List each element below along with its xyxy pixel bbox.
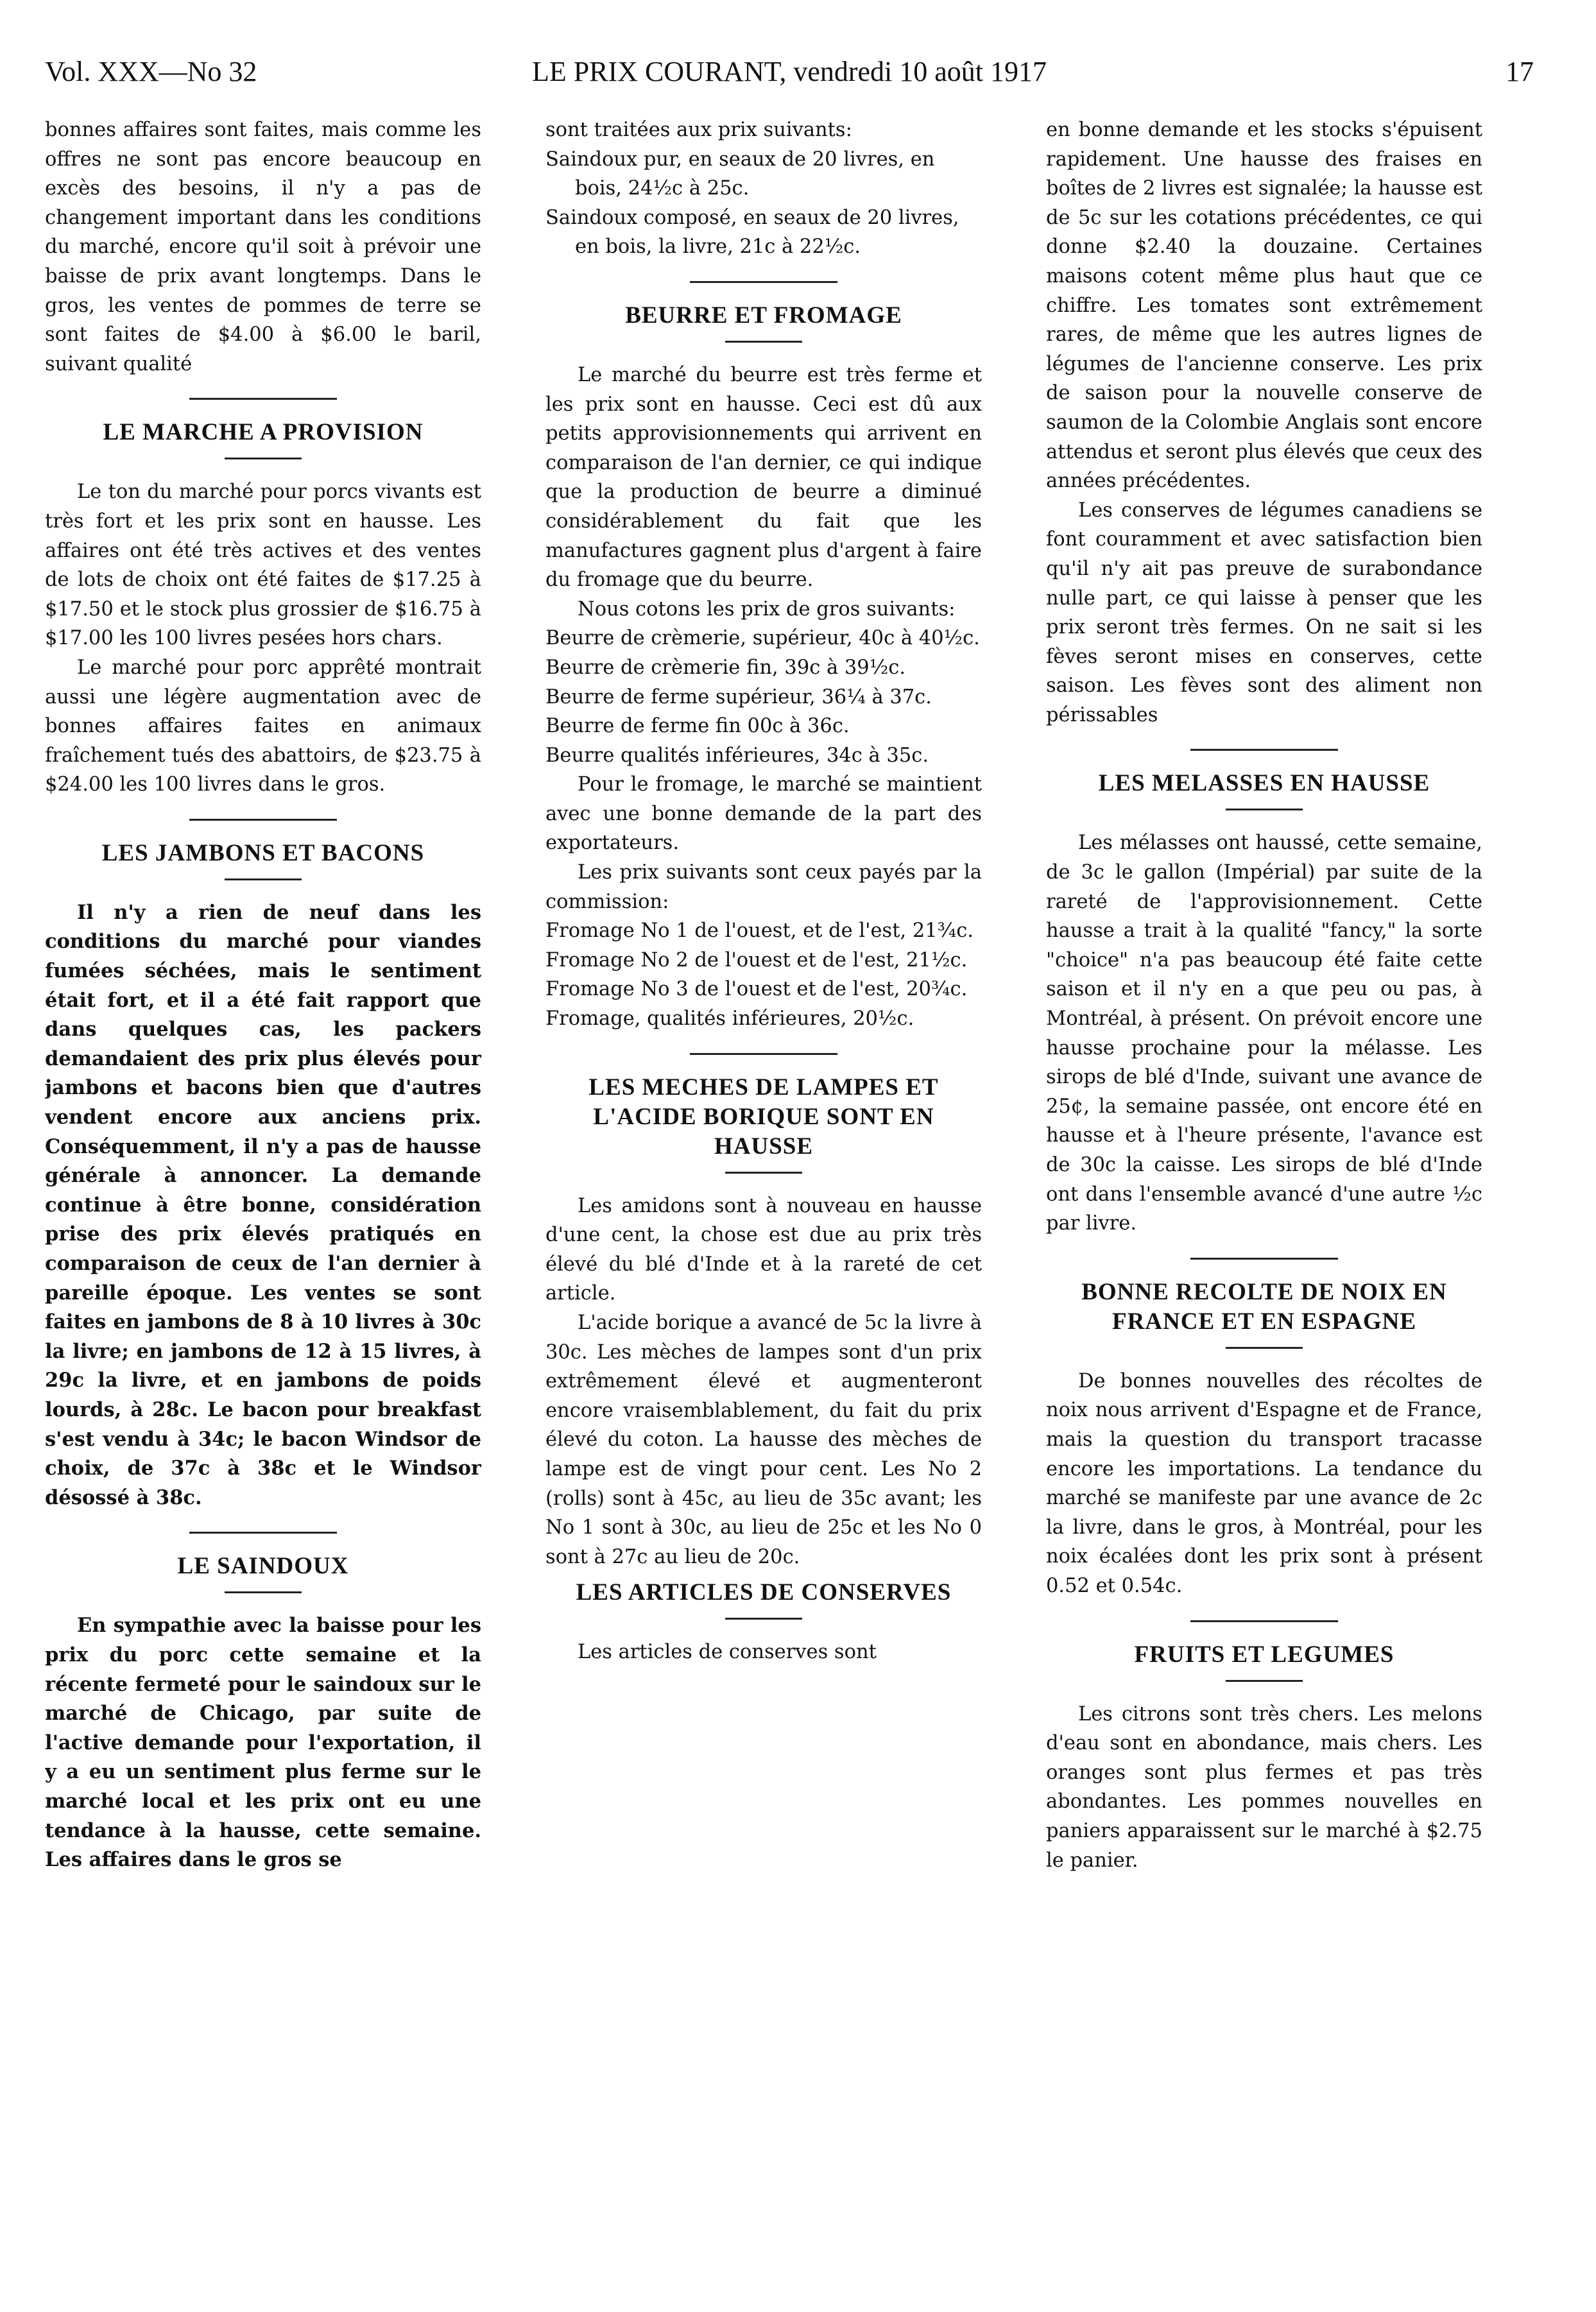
section-heading-fruits: FRUITS ET LEGUMES (1134, 1641, 1394, 1668)
section-heading-beurre: BEURRE ET FROMAGE (625, 302, 902, 329)
left-intro-paragraph: bonnes affaires sont faites, mais comme les offres ne sont pas encore beaucoup en excès des besoins, il n'y a pas de changement important dans les conditions du marché, encore qu'il soit à prévoir une baisse de prix avant longtemps. Dans le gros, les ventes de pommes de terre se sont faites de $4.00 à $6.00 le baril, suivant qualité (45, 119, 481, 375)
section-divider (1190, 749, 1338, 751)
article-paragraph: Nous cotons les prix de gros suivants: (578, 597, 956, 621)
article-paragraph: Il n'y a rien de neuf dans les conditions du marché pour viandes fumées séchées, mais le sentiment était fort, et il a été fait rapport que dans quelques cas, les packers demandaient des prix plus élevés pour jambons et bacons bien que d'autres vendent encore aux anciens prix. Conséquemment, il n'y a pas de hausse générale à annoncer. La demande continue à être bonne, considération prise des prix élevés pratiqués en comparaison de ceux de l'an dernier à pareille époque. Les ventes se sont faites en jambons de 8 à 10 livres à 30c la livre; en jambons de 12 à 15 livres, à 29c la livre, et en jambons de poids lourds, à 28c. Le bacon pour breakfast s'est vendu à 34c; le bacon Windsor de choix, de 37c à 38c et le Windsor désossé à 38c. (45, 900, 481, 1509)
heading-underline (725, 341, 802, 343)
column-middle (545, 116, 982, 2278)
section-divider (189, 819, 337, 821)
newspaper-title: LE PRIX COURANT, vendredi 10 août 1917 (531, 56, 1047, 87)
article-paragraph: Les citrons sont très chers. Les melons d'eau sont en abondance, mais chers. Les oranges sont plus fermes et pas très abondantes. Les pommes nouvelles en paniers apparaissent sur le marché à $2.75 le panier. (1046, 1702, 1482, 1872)
heading-underline (225, 878, 302, 880)
heading-underline (225, 1591, 302, 1593)
price-line: Beurre qualités inférieures, 34c à 35c. (545, 744, 929, 767)
article-paragraph: Le marché du beurre est très ferme et les prix sont en hausse. Ceci est dû aux petits approvisionnements qui arrivent en comparaison de l'an dernier, ce qui indique que la production de beurre a diminué considérablement du fait que les manufactures gagnent plus d'argent à faire du fromage que du beurre. (545, 363, 982, 592)
volume-number: Vol. XXX—No 32 (45, 56, 257, 87)
column-right (1046, 116, 1482, 2278)
price-line: sont traitées aux prix suivants: (545, 119, 852, 141)
section-divider (690, 1053, 837, 1055)
price-line: Fromage No 2 de l'ouest et de l'est, 21½c. (545, 948, 968, 972)
heading-underline (725, 1172, 802, 1174)
price-line: Beurre de crèmerie fin, 39c à 39½c. (545, 656, 906, 679)
page-header (45, 55, 1534, 94)
section-heading-jambons: LES JAMBONS ET BACONS (101, 839, 425, 866)
article-paragraph: Le marché pour porc apprêté montrait aussi une légère augmentation avec de bonnes affaires faites en animaux fraîchement tués des abattoirs, de $23.75 à $24.00 les 100 livres dans le gros. (45, 656, 481, 796)
article-paragraph: L'acide borique a avancé de 5c la livre à 30c. Les mèches de lampes sont d'un prix extrêmement élevé et augmenteront encore vraisemblablement, du fait du prix élevé du coton. La hausse des mèches de lampe est de vingt pour cent. Les No 2 (rolls) sont à 45c, au lieu de 35c avant; les No 1 sont à 30c, au lieu de 25c et les No 0 sont à 27c au lieu de 20c. (545, 1312, 982, 1568)
section-divider (690, 281, 837, 283)
heading-underline (725, 1618, 802, 1620)
heading-underline (1226, 809, 1303, 810)
article-paragraph: Les conserves de légumes canadiens se font couramment et avec satisfaction bien qu'il n'y ait pas preuve de surabondance nulle part, ce qui laisse à penser que les prix seront très fermes. On ne sait si les fèves seront mises en conserves, cette saison. Les fèves sont des aliment non périssables (1046, 499, 1482, 726)
price-line: Beurre de crèmerie, supérieur, 40c à 40½c. (545, 627, 980, 650)
section-divider (1190, 1258, 1338, 1260)
section-heading-meches: LES MECHES DE LAMPES ET L'ACIDE BORIQUE SONT EN HAUSSE (588, 1074, 939, 1160)
article-paragraph: Les prix suivants sont ceux payés par la commission: (545, 861, 982, 913)
price-line: Saindoux composé, en seaux de 20 livres, en bois, la livre, 21c à 22½c. (545, 206, 959, 259)
price-line: Fromage No 1 de l'ouest, et de l'est, 21¾c. (545, 920, 974, 943)
article-paragraph: Pour le fromage, le marché se maintient avec une bonne demande de la part des exportateurs. (545, 773, 982, 855)
article-paragraph: Les articles de conserves sont (578, 1641, 877, 1664)
section-divider (189, 398, 337, 400)
section-heading-melasses: LES MELASSES EN HAUSSE (1098, 770, 1430, 797)
right-intro-paragraph: en bonne demande et les stocks s'épuisent rapidement. Une hausse des fraises en boîtes de 2 livres est signalée; la hausse est de 5c sur les cotations précédentes, ce qui donne $2.40 la douzaine. Certaines maisons cotent même plus haut que ce chiffre. Les tomates sont extrêmement rares, de même que les autres lignes de légumes de l'ancienne conserve. Les prix de saison pour la nouvelle conserve de saumon de la Colombie Anglais sont encore attendus et seront plus élevés que ceux des années précédentes. (1046, 119, 1482, 493)
price-line: Beurre de ferme supérieur, 36¼ à 37c. (545, 685, 932, 708)
heading-underline (225, 458, 302, 459)
article-paragraph: De bonnes nouvelles des récoltes de noix nous arrivent d'Espagne et de France, mais la question du transport tracasse encore les importations. La tendance du marché se manifeste par une avance de 2c la livre, dans le gros, à Montréal, pour les noix écalées dont les prix sont à présent 0.52 et 0.54c. (1046, 1369, 1482, 1597)
heading-underline (1226, 1347, 1303, 1349)
article-paragraph: Les mélasses ont haussé, cette semaine, de 3c le gallon (Impérial) par suite de la rareté de l'approvisionnement. Cette hausse a trait à la qualité "fancy," la sorte "choice" n'a pas beaucoup été faite cette saison et il n'y en a que peu ou pas, à Montréal, à présent. On prévoit encore une hausse prochaine pour la mélasse. Les sirops de blé d'Inde, suivant une avance de 25¢, la semaine passée, ont encore été en hausse et à l'heure présente, l'avance est de 30c la caisse. Les sirops de blé d'Inde ont dans l'ensemble avancé d'une autre ½c par livre. (1046, 832, 1482, 1235)
article-paragraph: Le ton du marché pour porcs vivants est très fort et les prix sont en hausse. Les affaires ont été très actives et des ventes de lots de choix ont été faites de $17.25 à $17.50 et le stock plus grossier de $16.75 à $17.00 les 100 livres pesées hors chars. (45, 481, 481, 650)
section-heading-conserves: LES ARTICLES DE CONSERVES (576, 1579, 952, 1606)
price-line: Beurre de ferme fin 00c à 36c. (545, 715, 850, 738)
section-divider (189, 1532, 337, 1534)
page-number: 17 (1506, 56, 1534, 87)
section-heading-noix: BONNE RECOLTE DE NOIX EN FRANCE ET EN ESPAGNE (1081, 1278, 1447, 1335)
article-paragraph: En sympathie avec la baisse pour les prix du porc cette semaine et la récente fermeté pour le saindoux sur le marché de Chicago, par suite de l'active demande pour l'exportation, il y a eu un sentiment plus ferme sur le marché local et les prix ont eu une tendance à la hausse, cette semaine. Les affaires dans le gros se (45, 1614, 481, 1872)
heading-underline (1226, 1680, 1303, 1682)
price-line: Saindoux pur, en seaux de 20 livres, en bois, 24½c à 25c. (545, 148, 935, 200)
section-heading-saindoux: LE SAINDOUX (177, 1553, 349, 1580)
column-left (45, 116, 481, 2278)
price-line: Fromage No 3 de l'ouest et de l'est, 20¾c. (545, 978, 968, 1001)
section-heading-marche-provision: LE MARCHE A PROVISION (103, 419, 424, 446)
section-divider (1190, 1620, 1338, 1622)
article-paragraph: Les amidons sont à nouveau en hausse d'une cent, la chose est due au prix très élevé du blé d'Inde et à la rareté de cet article. (545, 1194, 982, 1305)
price-line: Fromage, qualités inférieures, 20½c. (545, 1007, 914, 1031)
